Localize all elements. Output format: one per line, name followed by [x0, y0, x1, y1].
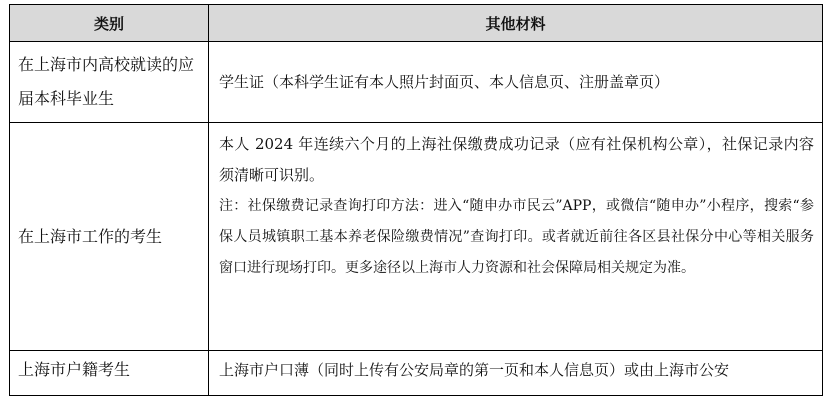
table-header-row — [10, 5, 823, 42]
category-cell: 在上海市内高校就读的应届本科毕业生 — [10, 42, 209, 123]
materials-cell — [209, 351, 823, 396]
table-row — [10, 351, 823, 396]
header-category: 类别 — [10, 5, 209, 42]
materials-cell — [209, 123, 823, 351]
materials-text: 上海市户口薄（同时上传有公安局章的第一页和本人信息页）或由上海市公安 — [219, 361, 730, 379]
materials-note: 注：社保缴费记录查询打印方法：进入“随申办市民云”APP，或微信“随申办”小程序，搜索“参保人员城镇职工基本养老保险缴费情况”查询打印。或者就近前往各区县社保分中心等相关服务窗口进行现场打印。更多途径以上海市人力资源和社会保障局相关规定为准。 — [219, 198, 814, 276]
category-cell: 上海市户籍考生 — [10, 351, 209, 396]
table-row — [10, 42, 823, 123]
requirements-table — [9, 4, 823, 396]
header-materials: 其他材料 — [209, 5, 823, 42]
table-row — [10, 123, 823, 351]
materials-text: 本人 2024 年连续六个月的上海社保缴费成功记录（应有社保机构公章），社保记录内容须清晰可识别。 — [219, 135, 814, 184]
category-cell: 在上海市工作的考生 — [10, 123, 209, 351]
materials-text: 学生证（本科学生证有本人照片封面页、本人信息页、注册盖章页） — [219, 72, 670, 91]
materials-cell — [209, 42, 823, 123]
